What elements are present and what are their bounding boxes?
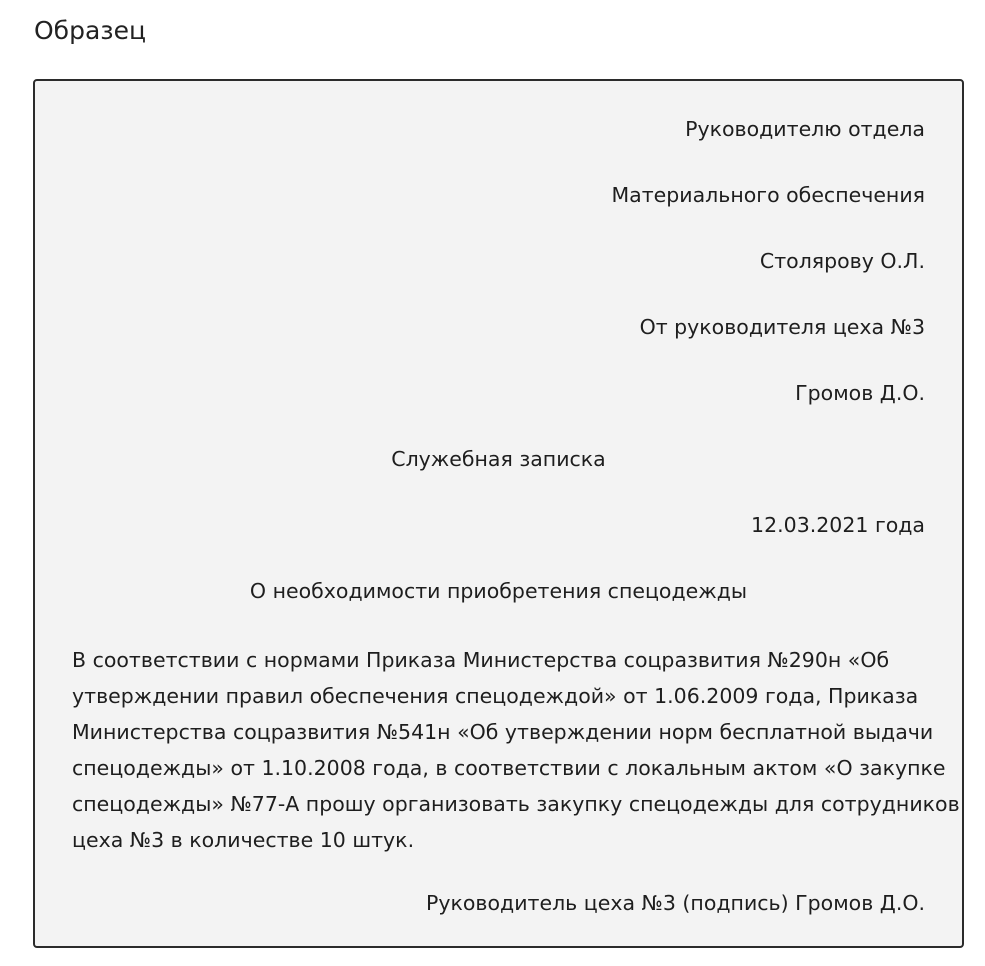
body-line: спецодежды» №77-А прошу организовать закупку спецодежды для сотрудников bbox=[72, 792, 960, 816]
sender-name: Громов Д.О. bbox=[795, 381, 925, 405]
memo-signature: Руководитель цеха №3 (подпись) Громов Д.О. bbox=[425, 891, 925, 915]
body-line: цеха №3 в количестве 10 штук. bbox=[72, 828, 415, 852]
document-type-title: Служебная записка bbox=[391, 447, 606, 471]
addressee-name: Столярову О.Л. bbox=[759, 249, 925, 273]
body-line: утверждении правил обеспечения спецодеждой» от 1.06.2009 года, Приказа bbox=[72, 684, 919, 708]
memo-body bbox=[72, 642, 960, 858]
sender-position: От руководителя цеха №3 bbox=[639, 315, 925, 339]
body-line: В соответствии с нормами Приказа Министерства соцразвития №290н «Об bbox=[72, 648, 890, 672]
body-line: спецодежды» от 1.10.2008 года, в соответствии с локальным актом «О закупке bbox=[72, 756, 946, 780]
memo-date: 12.03.2021 года bbox=[751, 513, 925, 537]
page-title: Образец bbox=[34, 16, 146, 45]
body-line: Министерства соцразвития №541н «Об утверждении норм бесплатной выдачи bbox=[72, 720, 934, 744]
memo-subject: О необходимости приобретения спецодежды bbox=[249, 579, 748, 603]
addressee-department: Материального обеспечения bbox=[611, 183, 925, 207]
memo-sample-box bbox=[33, 79, 964, 948]
addressee-position: Руководителю отдела bbox=[685, 117, 925, 141]
